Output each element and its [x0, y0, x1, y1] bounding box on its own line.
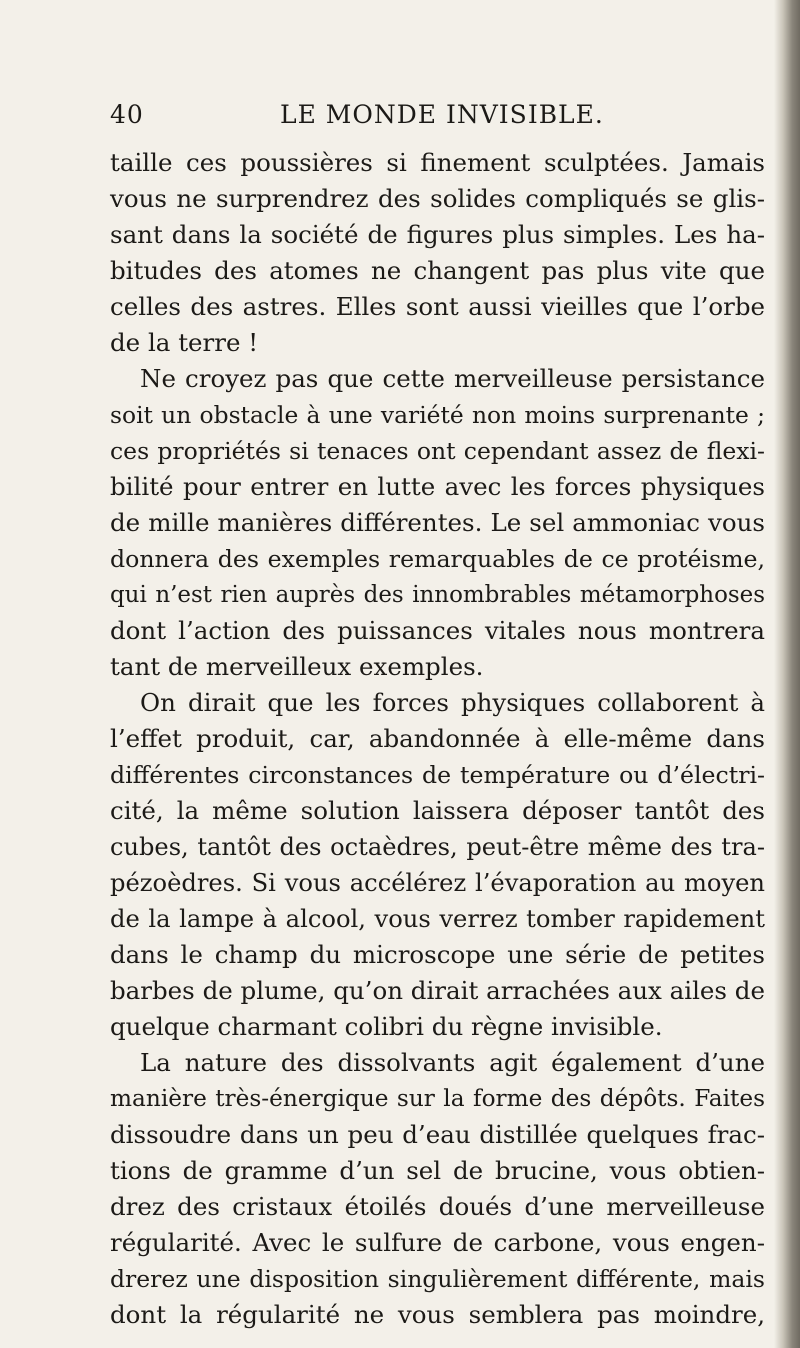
text-line: qui n’est rien auprès des innombrables métamorphoses: [110, 582, 765, 608]
text-line: drerez une disposition singulièrement différente, mais: [110, 1265, 765, 1293]
text-line: quelque charmant colibri du règne invisible.: [110, 1012, 663, 1041]
text-line: soit un obstacle à une variété non moins surprenante ;: [110, 401, 765, 429]
text-line: de la terre !: [110, 328, 259, 357]
text-line: Ne croyez pas que cette merveilleuse persistance: [140, 364, 765, 393]
text-line: manière très-énergique sur la forme des dépôts. Faites: [110, 1085, 765, 1112]
text-line: bilité pour entrer en lutte avec les forces physiques: [110, 472, 765, 501]
text-line: différentes circonstances de température ou d’électri-: [110, 761, 765, 789]
running-title: LE MONDE INVISIBLE.: [280, 100, 604, 129]
text-line: l’effet produit, car, abandonnée à elle-même dans: [110, 724, 765, 753]
text-line: dont l’action des puissances vitales nous montrera: [110, 616, 765, 645]
text-line: sant dans la société de figures plus simples. Les ha-: [110, 220, 765, 249]
text-line: tant de merveilleux exemples.: [110, 652, 484, 681]
body-text: [110, 145, 765, 1333]
text-line: On dirait que les forces physiques collaborent à: [140, 688, 765, 717]
text-line: dissoudre dans un peu d’eau distillée quelques frac-: [110, 1120, 765, 1149]
text-line: de la lampe à alcool, vous verrez tomber rapidement: [110, 905, 765, 933]
text-line: donnera des exemples remarquables de ce protéisme,: [110, 545, 765, 573]
text-line: cité, la même solution laissera déposer tantôt des: [110, 796, 765, 825]
page-header: [110, 100, 765, 140]
text-line: régularité. Avec le sulfure de carbone, vous engen-: [110, 1228, 765, 1257]
text-line: de mille manières différentes. Le sel ammoniac vous: [110, 508, 765, 537]
text-line: dans le champ du microscope une série de petites: [110, 940, 765, 969]
text-line: taille ces poussières si finement sculptées. Jamais: [110, 148, 765, 177]
text-line: barbes de plume, qu’on dirait arrachées aux ailes de: [110, 976, 765, 1005]
text-line: pézoèdres. Si vous accélérez l’évaporation au moyen: [110, 869, 765, 897]
text-line: tions de gramme d’un sel de brucine, vous obtien-: [110, 1156, 765, 1185]
page-number: 40: [110, 100, 144, 129]
text-line: celles des astres. Elles sont aussi vieilles que l’orbe: [110, 292, 765, 321]
text-line: bitudes des atomes ne changent pas plus vite que: [110, 256, 765, 285]
text-line: drez des cristaux étoilés doués d’une merveilleuse: [110, 1192, 765, 1221]
text-line: ces propriétés si tenaces ont cependant assez de flexi-: [110, 437, 765, 465]
text-line: vous ne surprendrez des solides compliqués se glis-: [110, 184, 765, 213]
page-edge-shadow: [774, 0, 800, 1348]
text-line: cubes, tantôt des octaèdres, peut-être même des tra-: [110, 833, 765, 861]
text-line: dont la régularité ne vous semblera pas moindre,: [110, 1300, 765, 1329]
text-line: La nature des dissolvants agit également d’une: [140, 1048, 765, 1077]
